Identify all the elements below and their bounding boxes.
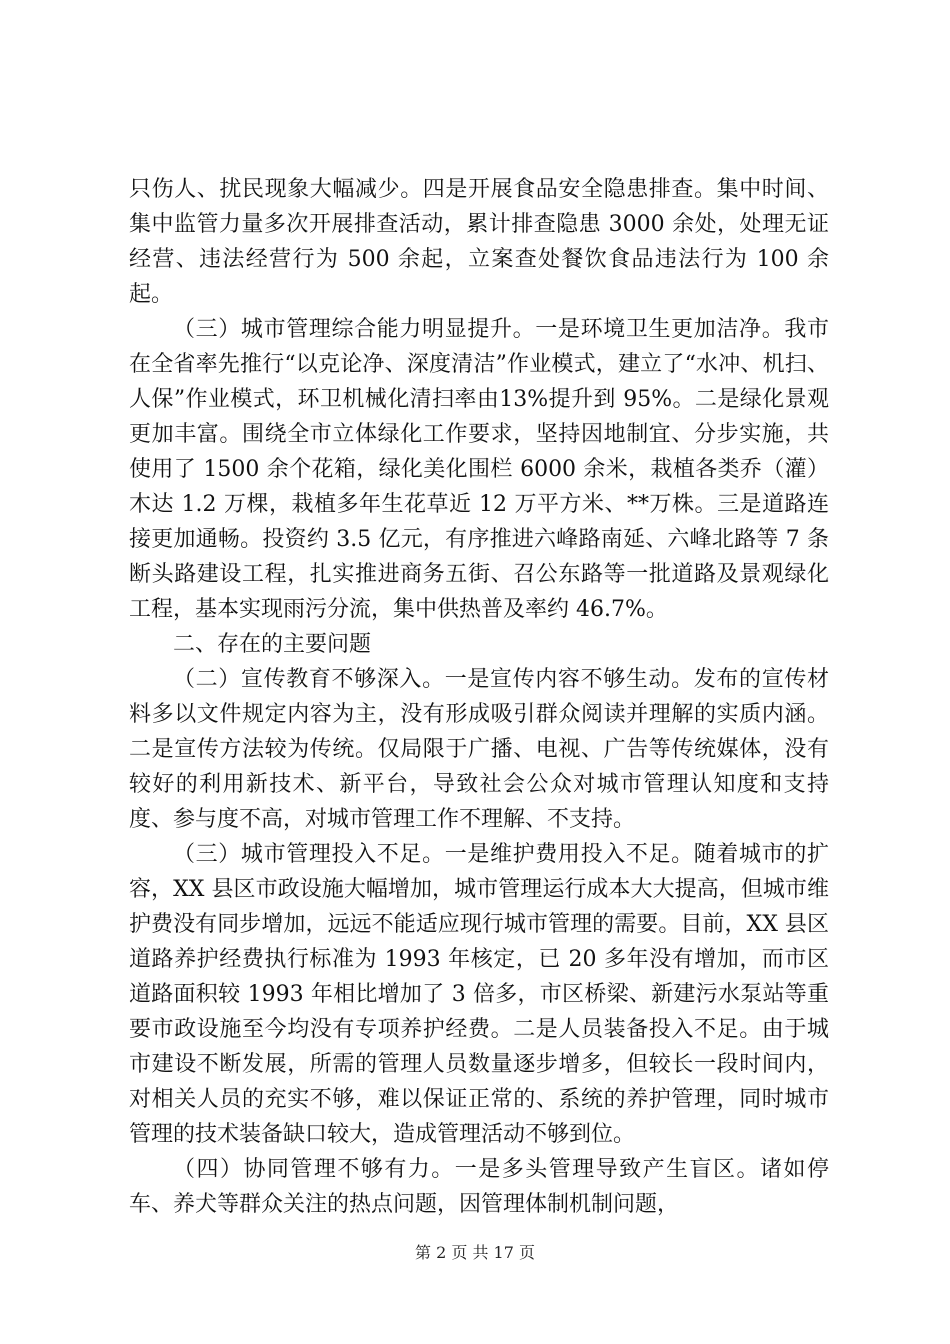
- paragraph-coordinated-management: （四）协同管理不够有力。一是多头管理导致产生盲区。诸如停车、养犬等群众关注的热点问题，因管理体制机制问题，: [129, 1157, 829, 1217]
- paragraph-management-investment: （三）城市管理投入不足。一是维护费用投入不足。随着城市的扩容，XX 县区市政设施大幅增加，城市管理运行成本大大提高，但城市维护费没有同步增加，远远不能适应现行城市管理的需要。目前，XX 县区道路养护经费执行标准为 1993 年核定，已 20 多年没有增加，而市区道路面积较 1993 年相比增加了 3 倍多，市区桥梁、新建污水泵站等重要市政设施至今均没有专项养护经费。二是人员装备投入不足。由于城市建设不断发展，所需的管理人员数量逐步增多，但较长一段时间内，对相关人员的充实不够，难以保证正常的、系统的养护管理，同时城市管理的技术装备缺口较大，造成管理活动不够到位。: [129, 842, 829, 1147]
- paragraph-city-management-capability: （三）城市管理综合能力明显提升。一是环境卫生更加洁净。我市在全省率先推行“以克论净、深度清洁”作业模式，建立了“水冲、机扫、人保”作业模式，环卫机械化清扫率由13%提升到 95%。二是绿化景观更加丰富。围绕全市立体绿化工作要求，坚持因地制宜、分步实施，共使用了 1500 余个花箱，绿化美化围栏 6000 余米，栽植各类乔（灌）木达 1.2 万棵，栽植多年生花草近 12 万平方米、**万株。三是道路连接更加通畅。投资约 3.5 亿元，有序推进六峰路南延、六峰北路等 7 条断头路建设工程，扎实推进商务五街、召公东路等一批道路及景观绿化工程，基本实现雨污分流，集中供热普及率约 46.7%。: [129, 317, 829, 622]
- page-number-footer: 第 2 页 共 17 页: [415, 1243, 535, 1262]
- paragraph-publicity-education: （二）宣传教育不够深入。一是宣传内容不够生动。发布的宣传材料多以文件规定内容为主，没有形成吸引群众阅读并理解的实质内涵。二是宣传方法较为传统。仅局限于广播、电视、广告等传统媒体，没有较好的利用新技术、新平台，导致社会公众对城市管理认知度和支持度、参与度不高，对城市管理工作不理解、不支持。: [129, 667, 829, 832]
- paragraph-food-safety-continuation: 只伤人、扰民现象大幅减少。四是开展食品安全隐患排查。集中时间、集中监管力量多次开展排查活动，累计排查隐患 3000 余处，处理无证经营、违法经营行为 500 余起，立案查处餐饮食品违法行为 100 余起。: [129, 177, 829, 307]
- document-body: [129, 172, 829, 1222]
- section-heading-main-problems: 二、存在的主要问题: [173, 632, 372, 657]
